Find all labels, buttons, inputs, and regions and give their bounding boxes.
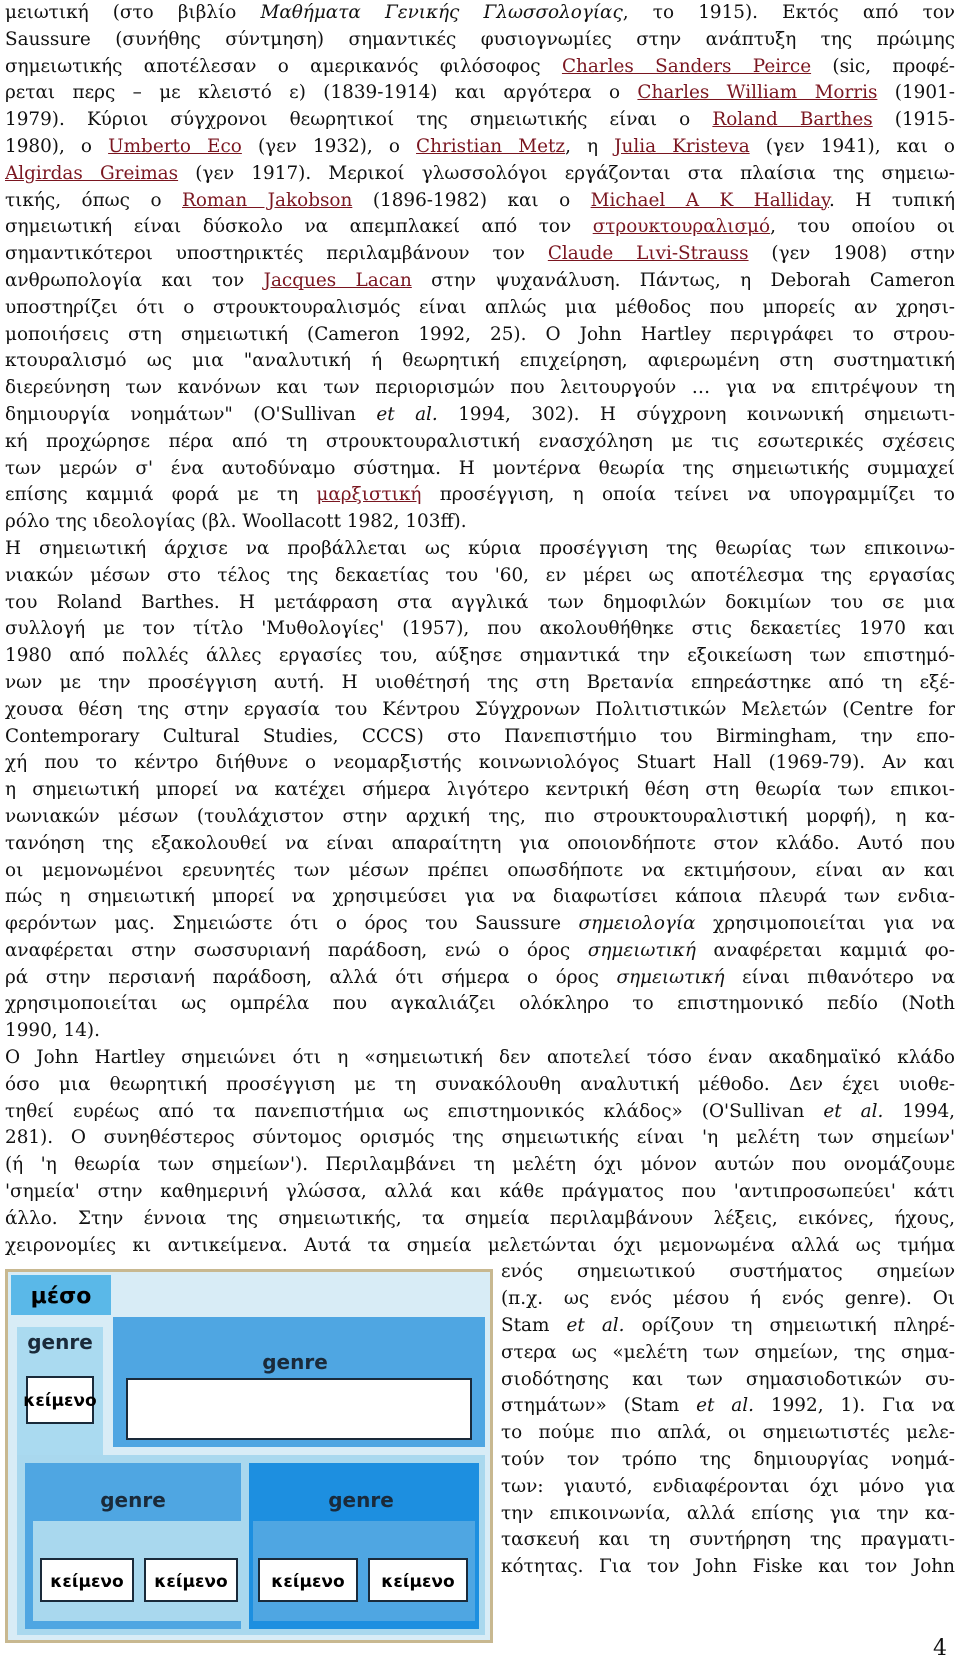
text-run: διερεύνηση των κανόνων και των περιορισμών που λειτουργούν … για να επιτρέψουν τη: [5, 377, 955, 399]
text-line: [5, 536, 955, 563]
text-run: τηθεί ευρέως από τα πανεπιστήμια ως επιστημονικός κλάδος» (O'Sullivan: [5, 1100, 824, 1122]
text-line: [501, 1420, 955, 1447]
text-line: [5, 482, 955, 509]
text-run: σημειωτική είναι δύσκολο να απεμπλακεί από τον: [5, 216, 593, 238]
text-line: [501, 1367, 955, 1394]
text-run: στημάτων» (Stam: [501, 1395, 697, 1417]
text-line: [501, 1286, 955, 1313]
text-run: προσέγγιση, η οποία τείνει να υπογραμμίζει το: [421, 484, 955, 506]
text-line: [501, 1474, 955, 1501]
text-line: [5, 1179, 955, 1206]
hyperlink[interactable]: Charles Sanders Peirce: [561, 55, 812, 77]
text-run: αναφέρεται στην σωσσυριανή παράδοση, ενώ ο όρος: [5, 939, 588, 961]
text-run: 1992, 1). Για να: [754, 1395, 955, 1417]
text-run: , του οποίου οι: [770, 216, 955, 238]
text-run: του Roland Barthes. Η μετάφραση στα αγγλικά των δημοφιλών δοκιμίων του σε μια: [5, 591, 955, 613]
text-label-2: κείμενο: [50, 1572, 124, 1593]
text-line: [501, 1313, 955, 1340]
text-run: οι μεμονωμένοι ερευνητές των μέσων πρέπει οπωσδήποτε να εκτιμήσουν, είναι αν και: [5, 859, 955, 881]
text-run: (π.χ. ως ενός μέσου ή ενός genre). Οι: [501, 1288, 955, 1310]
text-run: Η σημειωτική άρχισε να προβάλλεται ως κύρια προσέγγιση της θεωρίας των επικοινω-: [5, 537, 955, 559]
text-run: 1994, 302). Η σύγχρονη κοινωνική σημειωτι-: [437, 403, 955, 425]
text-line: [5, 1233, 955, 1260]
text-run: ρόλο της ιδεολογίας (βλ. Woollacott 1982, 103ff).: [5, 511, 467, 533]
text-run: (ή 'η θεωρία των σημείων'). Περιλαμβάνει τη μελέτη όχι μόνον αυτών που ονομάζουμε: [5, 1154, 955, 1176]
text-run: κτουραλισμό ως μια "αναλυτική ή θεωρητική επιχείρηση, αφιερωμένη στη συστηματική: [5, 350, 955, 372]
text-line: [501, 1501, 955, 1528]
text-run: χρησιμοποιείται για να: [695, 913, 955, 935]
text-line: [5, 348, 955, 375]
hyperlink[interactable]: Umberto Eco: [108, 135, 242, 157]
text-line: [5, 1072, 955, 1099]
text-run: σημειωτικής αποτέλεσαν ο αμερικανός φιλόσοφος: [5, 55, 562, 77]
text-run: ρά στην περσιανή παράδοση, αλλά ότι σήμερα ο όρος: [5, 966, 617, 988]
text-line: [5, 670, 955, 697]
text-run: πώς η σημειωτική μπορεί να χρησιμεύσει για να διαφωτίσει κάποια πλευρά των ενδια-: [5, 886, 955, 908]
text-run: νωνιακών μέσων (τουλάχιστον στην αρχική της, πιο στρουκτουραλιστική μορφή), η κα-: [5, 805, 955, 827]
text-run: (1896-1982) και ο: [352, 189, 591, 211]
text-line: [501, 1259, 955, 1286]
text-run: άλλο. Στην έννοια της σημειωτικής, τα σημεία περιλαμβάνουν λέξεις, εικόνες, ήχους,: [5, 1207, 955, 1229]
italic-run: et al.: [823, 1100, 884, 1122]
text-run: τανόηση της εξακολουθεί να είναι απαραίτητη για οποιονδήποτε στον κλάδο. Αυτό που: [5, 832, 955, 854]
text-box-wide: [127, 1379, 471, 1439]
text-run: επίσης καμμιά φορά με τη: [5, 484, 317, 506]
text-line: [5, 1206, 955, 1233]
text-run: τούν τον τρόπο της δημιουργίας νοημά-: [501, 1449, 955, 1471]
text-line: [5, 777, 955, 804]
text-run: τικής, όπως ο: [5, 189, 183, 211]
text-line: [5, 938, 955, 965]
text-line: [501, 1554, 955, 1581]
hyperlink[interactable]: στρουκτουραλισμό: [592, 216, 771, 238]
document-page: [5, 0, 955, 1677]
text-run: 1994,: [883, 1100, 955, 1122]
text-run: το πούμε πιο απλά, οι σημειωτιστές μελε-: [501, 1422, 955, 1444]
text-run: (1901-: [877, 82, 955, 104]
text-run: την επικοινωνία, αλλά επίσης για την κα-: [501, 1502, 955, 1524]
text-run: χρησιμοποιείται ως ομπρέλα που αγκαλιάζει ολόκληρο το επιστημονικό πεδίο (Noth: [5, 993, 955, 1015]
text-line: [5, 1099, 955, 1126]
hyperlink[interactable]: Charles William Morris: [637, 82, 878, 104]
text-run: κότητας. Για τον John Fiske και τον John: [501, 1556, 955, 1578]
medium-genre-text-diagram: [5, 1269, 493, 1643]
hyperlink[interactable]: μαρξιστική: [316, 484, 422, 506]
text-run: Saussure (συνήθης σύντμηση) σημαντικές φυσιογνωμίες στην ανάπτυξη της πρώιμης: [5, 28, 955, 50]
hyperlink[interactable]: Julia Kristeva: [614, 135, 750, 157]
italic-run: et al.: [376, 403, 438, 425]
text-run: 1979). Κύριοι σύγχρονοι θεωρητικοί της σημειωτικής είναι ο: [5, 109, 713, 131]
text-label-5: κείμενο: [381, 1572, 455, 1593]
text-run: . Η τυπική: [829, 189, 955, 211]
text-run: νων με την προσέγγιση αυτή. Η υιοθέτησή της στη Βρετανία επηρεάστηκε από τη εξέ-: [5, 671, 955, 693]
italic-run: σημειωτική: [587, 939, 696, 961]
genre-label-bottom-right: genre: [328, 1488, 394, 1513]
text-line: [5, 616, 955, 643]
paragraph-semiotics-definition: [5, 1045, 955, 1259]
text-run: κή προχώρησε πέρα από τη στρουκτουραλιστική ενασχόληση με τις εσωτερικές σχέσεις: [5, 430, 955, 452]
text-run: δημιουργία νοημάτων" (O'Sullivan: [5, 403, 377, 425]
text-line: [5, 375, 955, 402]
text-run: των: γιαυτό, ενδιαφέρονται όχι μόνο για: [501, 1475, 955, 1497]
text-line: [5, 1018, 955, 1045]
text-line: [5, 295, 955, 322]
text-label-4: κείμενο: [271, 1572, 345, 1593]
text-line: [5, 27, 955, 54]
text-line: [5, 911, 955, 938]
text-run: σιοδότησης και των σημασιοδοτικών συ-: [501, 1368, 955, 1390]
hyperlink[interactable]: Roland Barthes: [712, 109, 873, 131]
text-line: [5, 965, 955, 992]
text-run: ανθρωπολογία και τον: [5, 269, 264, 291]
text-line: [501, 1393, 955, 1420]
text-line: [5, 241, 955, 268]
genre-label-top: genre: [262, 1350, 328, 1375]
text-label-1: κείμενο: [23, 1391, 97, 1412]
text-line: [5, 214, 955, 241]
text-run: νιακών μέσων στο τέλος της δεκαετίας του '60, εν μέρει ως αποτέλεσμα της εργασίας: [5, 564, 955, 586]
text-run: χή που το κέντρο διήθυνε ο νεομαρξιστής κοινωνιολόγος Stuart Hall (1969-79). Αν και: [5, 752, 955, 774]
text-run: 281). Ο συνηθέστερος σύντομος ορισμός της σημειωτικής είναι 'η μελέτη των σημείων': [5, 1127, 955, 1149]
genre-label-bottom-left: genre: [100, 1488, 166, 1513]
text-run: (γεν 1932), ο: [241, 135, 417, 157]
text-run: (1915-: [872, 109, 955, 131]
text-run: υποστηρίζει ότι ο στρουκτουραλισμός είναι απλώς μια μέθοδος που μπορείς αν χρησι-: [5, 296, 955, 318]
text-line: [5, 831, 955, 858]
text-run: , το 1915). Εκτός από τον: [622, 2, 955, 23]
text-run: χειρονομίες κι αντικείμενα. Αυτά τα σημεία μελετώνται όχι μεμονωμένα αλλά ως τμήμα: [5, 1234, 955, 1256]
italic-run: et al.: [696, 1395, 754, 1417]
page-number: 4: [933, 1636, 947, 1661]
text-run: Contemporary Cultural Studies, CCCS) στο Πανεπιστήμιο του Birmingham, την επο-: [5, 725, 955, 747]
text-line: [501, 1340, 955, 1367]
text-line: [501, 1447, 955, 1474]
text-line: [5, 268, 955, 295]
text-run: Stam: [501, 1315, 567, 1337]
text-line: [5, 590, 955, 617]
text-run: αναφέρεται καμμιά φο-: [695, 939, 955, 961]
text-run: Ο John Hartley σημειώνει ότι η «σημειωτική δεν αποτελεί τόσο έναν ακαδημαϊκό κλάδο: [5, 1047, 955, 1069]
text-run: (γεν 1917). Μερικοί γλωσσολόγοι εργάζονται στα πλαίσια της σημειω-: [178, 162, 955, 184]
text-line: [501, 1527, 955, 1554]
text-run: η σημειωτική μπορεί να κατέχει σήμερα λιγότερο κεντρική θέση στη θεωρία των επικοι-: [5, 779, 955, 801]
wrapped-text-column: [501, 1259, 955, 1581]
text-line: [5, 1152, 955, 1179]
italic-run: σημειολογία: [578, 913, 696, 935]
text-run: στερα ως «μελέτη των σημείων, της σημα-: [501, 1341, 955, 1363]
text-line: [5, 1045, 955, 1072]
text-line: [5, 643, 955, 670]
text-label-3: κείμενο: [154, 1572, 228, 1593]
hyperlink[interactable]: Algirdas Greimas: [5, 162, 179, 184]
paragraph-semiotics-media-theory: [5, 536, 955, 1045]
hyperlink[interactable]: Claude Lιvi-Strauss: [547, 243, 749, 265]
text-run: 1980), ο: [5, 135, 109, 157]
text-run: χουσα θέση της στην εργασία του Κέντρου Σύγχρονων Πολιτιστικών Μελετών (Centre for: [5, 698, 955, 720]
text-line: [5, 134, 955, 161]
italic-run: et al.: [566, 1315, 625, 1337]
hyperlink[interactable]: Michael A K Halliday: [590, 189, 829, 211]
paragraph-semiotics-founders: [5, 0, 955, 536]
text-run: ρεται περς – με κλειστό ε) (1839-1914) και αργότερα ο: [5, 82, 638, 104]
text-run: ενός σημειωτικού συστήματος σημείων: [501, 1261, 955, 1283]
text-line: [5, 563, 955, 590]
text-run: συλλογή με τον τίτλο 'Μυθολογίες' (1957), που ακολουθήθηκε στις δεκαετίες 1970 και: [5, 618, 955, 640]
text-run: τασκευή και τη συντήρηση της πραγματι-: [501, 1529, 955, 1551]
italic-run: Μαθήματα Γενικής Γλωσσολογίας: [260, 2, 623, 23]
text-run: (γεν 1908) στην: [748, 243, 955, 265]
text-line: [5, 724, 955, 751]
hyperlink[interactable]: Jacques Lacan: [263, 269, 412, 291]
text-run: (γεν 1941), και ο: [749, 135, 955, 157]
text-line: [5, 161, 955, 188]
medium-label: μέσο: [30, 1284, 92, 1310]
figure-with-wrapped-text: [5, 1259, 955, 1671]
text-run: σημαντικότεροι υποστηρικτές περιλαμβάνουν τον: [5, 243, 548, 265]
text-line: [5, 322, 955, 349]
text-line: [5, 858, 955, 885]
text-line: [5, 509, 955, 536]
text-run: των μερών σ' ένα αυτοδύναμο σύστημα. Η μοντέρνα θεωρία της σημειωτικής συμμαχεί: [5, 457, 955, 479]
text-run: (sic, προφέ-: [811, 55, 955, 77]
text-line: [5, 991, 955, 1018]
text-line: [5, 188, 955, 215]
hyperlink[interactable]: Christian Metz: [416, 135, 566, 157]
text-line: [5, 80, 955, 107]
text-run: είναι πιθανότερο να: [724, 966, 955, 988]
text-line: [5, 107, 955, 134]
text-run: στην ψυχανάλυση. Πάντως, η Deborah Cameron: [411, 269, 955, 291]
text-line: [5, 54, 955, 81]
text-run: μοποιήσεις στη σημειωτική (Cameron 1992, 25). Ο John Hartley περιγράφει το στρου-: [5, 323, 955, 345]
text-run: όσο μια θεωρητική προσέγγιση με τη συνακόλουθη αναλυτική μέθοδο. Δεν έχει υιοθε-: [5, 1073, 955, 1095]
text-line: [5, 456, 955, 483]
text-line: [5, 697, 955, 724]
text-line: [5, 804, 955, 831]
text-line: [5, 750, 955, 777]
text-line: [5, 0, 955, 27]
text-run: φερόντων μας. Σημειώστε ότι ο όρος του Saussure: [5, 913, 579, 935]
text-run: 1990, 14).: [5, 1020, 100, 1042]
text-run: 1980 από πολλές άλλες εργασίες του, αύξησε σημαντικά την εξοικείωση των επιστημό-: [5, 645, 955, 667]
text-run: 'σημεία' στην καθημερινή γλώσσα, αλλά και κάθε πράγματος που 'αντιπροσωπεύει' κάτι: [5, 1181, 955, 1203]
text-run: μειωτική (στο βιβλίο: [5, 2, 261, 23]
text-line: [5, 884, 955, 911]
text-line: [5, 402, 955, 429]
text-run: ορίζουν τη σημειωτική πληρέ-: [624, 1315, 955, 1337]
italic-run: σημειωτική: [616, 966, 725, 988]
text-line: [5, 1125, 955, 1152]
hyperlink[interactable]: Roman Jakobson: [182, 189, 353, 211]
genre-label-left: genre: [27, 1330, 93, 1355]
text-run: , η: [565, 135, 615, 157]
text-line: [5, 429, 955, 456]
